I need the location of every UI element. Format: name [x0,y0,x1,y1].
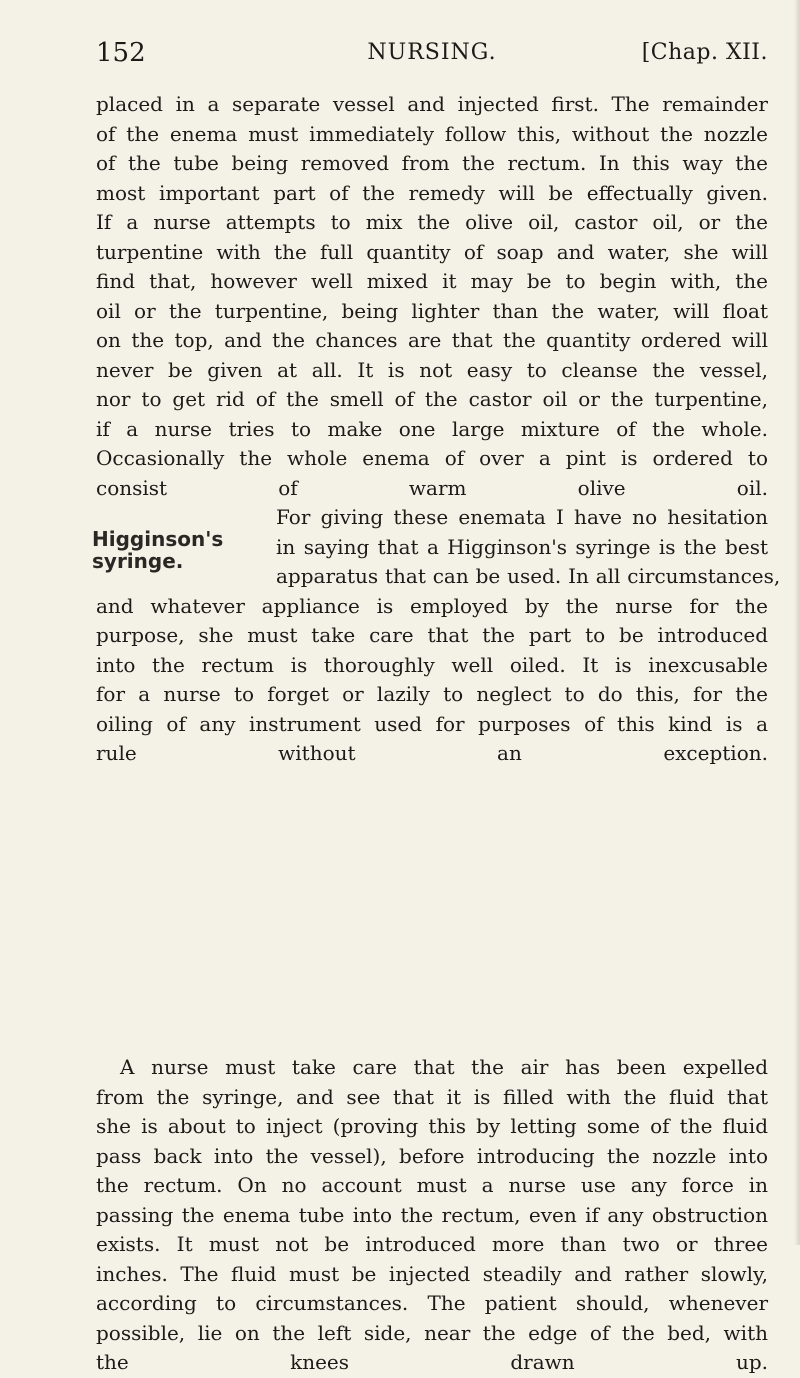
text-line: placed in a separate vessel and injected first. The remainder [96,92,768,116]
text-line: if a nurse tries to make one large mixture of the whole. [96,416,768,441]
sidenote-line: syringe. [92,549,184,573]
text-line: apparatus that can be used. In all circumstances, [276,564,781,588]
text-line: consist of warm olive oil. [96,475,768,500]
text-line: the rectum. On no account must a nurse use any force in [96,1173,768,1197]
text-line: in saying that a Higginson's syringe is the best [276,534,768,559]
chapter-label: [Chap. XII. [641,40,768,65]
text-line: Occasionally the whole enema of over a pint is ordered to [96,446,768,470]
text-line: purpose, she must take care that the part to be introduced [96,623,768,647]
text-line: she is about to inject (proving this by letting some of the fluid [96,1114,768,1138]
text-line: oiling of any instrument used for purposes of this kind is a [96,711,768,736]
paragraph-1 [96,90,768,503]
text-line: exists. It must not be introduced more than two or three [96,1232,768,1256]
text-line: nor to get rid of the smell of the castor oil or the turpentine, [96,387,768,411]
text-line: possible, lie on the left side, near the edge of the bed, with [96,1320,768,1345]
text-line: inches. The fluid must be injected steadily and rather slowly, [96,1261,768,1286]
text-line: most important part of the remedy will be effectually given. [96,180,768,205]
text-line: for a nurse to forget or lazily to neglect to do this, for the [96,682,768,706]
text-line: and whatever appliance is employed by the nurse for the [96,593,768,618]
text-line: of the enema must immediately follow this, without the nozzle [96,121,768,146]
text-line: on the top, and the chances are that the quantity ordered will [96,328,768,352]
text-line: never be given at all. It is not easy to cleanse the vessel, [96,357,768,382]
text-line: turpentine with the full quantity of soap and water, she will [96,239,768,264]
text-line: rule without an exception. [96,741,768,765]
running-header [96,38,768,70]
text-line: according to circumstances. The patient should, whenever [96,1291,768,1315]
paragraph-2 [96,503,781,769]
running-title: NURSING. [367,40,497,65]
text-line: pass back into the vessel), before introducing the nozzle into [96,1143,768,1168]
text-line: If a nurse attempts to mix the olive oil, castor oil, or the [96,210,768,234]
text-line: oil or the turpentine, being lighter than the water, will float [96,298,768,323]
page-edge-shadow [794,0,800,1245]
text-line: from the syringe, and see that it is filled with the fluid that [96,1084,768,1109]
page-number: 152 [96,38,146,68]
sidenote-line: Higginson's [92,527,224,551]
text-line: into the rectum is thoroughly well oiled. It is inexcusable [96,652,768,677]
text-line: find that, however well mixed it may be to begin with, the [96,269,768,293]
text-line: For giving these enemata I have no hesitation [276,505,768,529]
text-line: A nurse must take care that the air has been expelled [120,1055,768,1079]
text-line: passing the enema tube into the rectum, even if any obstruction [96,1202,768,1227]
paragraph-3 [96,1053,768,1378]
text-line: the knees drawn up. [96,1350,768,1374]
text-line: of the tube being removed from the rectum. In this way the [96,151,768,175]
